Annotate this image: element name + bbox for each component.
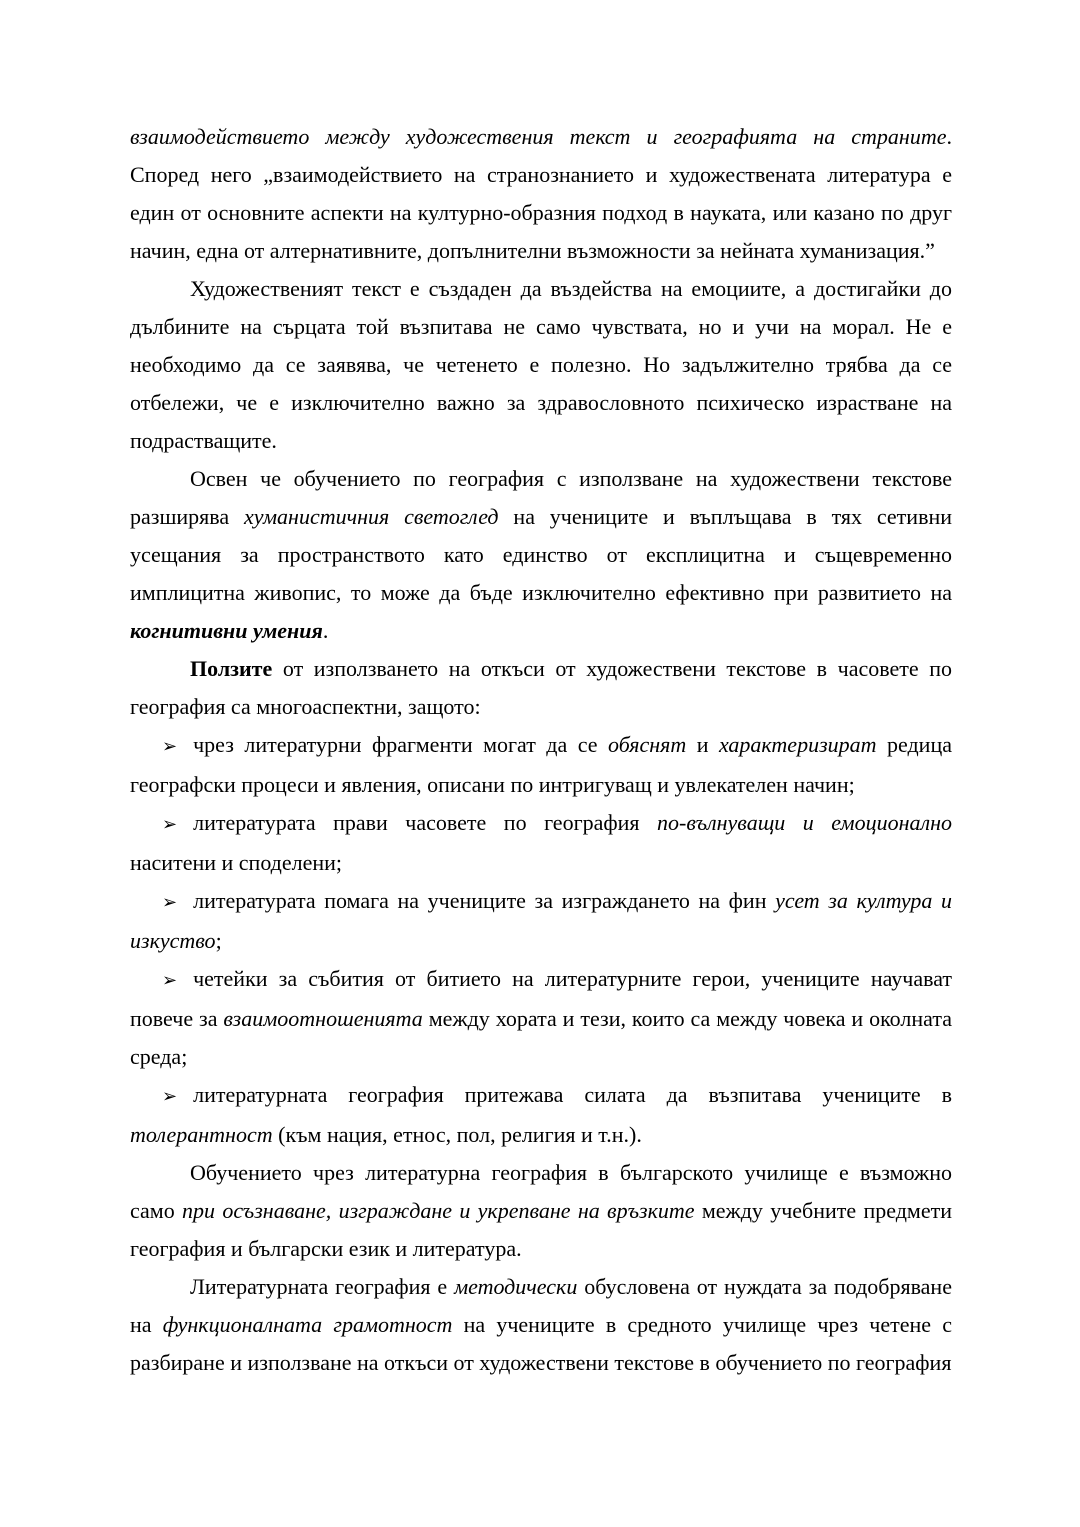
paragraph bbox=[130, 1268, 952, 1382]
text-run: функционалната грамотност bbox=[162, 1312, 453, 1337]
text-run: и bbox=[686, 732, 719, 757]
bullet-item bbox=[130, 882, 952, 960]
text-run: между хората и тези, които са между човека и околната среда; bbox=[130, 1006, 952, 1069]
text-run: усет за култура и изкуство bbox=[130, 888, 952, 953]
text-run: четейки за събития от битието на литературните герои, учениците научават повече за bbox=[130, 966, 952, 1031]
bullet-arrow-icon: ➢ bbox=[162, 736, 178, 757]
bullet-arrow-icon: ➢ bbox=[162, 892, 178, 913]
text-run: обусловена от нуждата за подобряване на bbox=[130, 1274, 952, 1337]
text-run: редица географски процеси и явления, описани по интригуващ и увлекателен начин; bbox=[130, 732, 952, 797]
bullet-item bbox=[130, 804, 952, 882]
text-run: литературата прави часовете по география bbox=[193, 810, 658, 835]
text-run: на учениците и въплъщава в тях сетивни усещания за пространството като единство от експлицитна и същевременно имплицитна живопис, то може да бъде изключително ефективно при развитието на bbox=[130, 504, 953, 605]
bullet-item bbox=[130, 1076, 952, 1154]
text-run: Литературната география е bbox=[190, 1274, 455, 1299]
paragraph bbox=[130, 650, 952, 726]
text-run: Обучението чрез литературна география в българското училище е възможно само bbox=[130, 1160, 952, 1223]
paragraph bbox=[130, 118, 952, 270]
text-run: характеризират bbox=[718, 732, 877, 757]
text-run: ; bbox=[215, 928, 222, 953]
text-run: между учебните предмети география и български език и литература. bbox=[130, 1198, 952, 1261]
bullet-arrow-icon: ➢ bbox=[162, 814, 178, 835]
text-run: . Според него „взаимодействието на странознанието и художествената литература е един от основните аспекти на културно-образния подход в науката, или казано по друг начин, една от алтернативните, допълнителни възможности за нейната хуманизация.” bbox=[130, 124, 952, 263]
text-run: по-вълнуващи и емоционално bbox=[657, 810, 952, 835]
bullet-item bbox=[130, 726, 952, 804]
text-run: обяснят bbox=[607, 732, 687, 757]
bullet-item bbox=[130, 960, 952, 1076]
bullet-arrow-icon: ➢ bbox=[162, 970, 178, 991]
text-run: методически bbox=[454, 1274, 578, 1299]
paragraph bbox=[130, 460, 952, 650]
paragraph bbox=[130, 1154, 952, 1268]
text-run: при осъзнаване, изграждане и укрепване на връзките bbox=[182, 1198, 695, 1223]
text-run: . bbox=[322, 618, 329, 643]
text-run: от използването на откъси от художествени текстове в часовете по география са многоаспектни, защото: bbox=[130, 656, 952, 719]
text-run: Ползите bbox=[190, 656, 273, 681]
text-run: литературната география притежава силата да възпитава учениците в bbox=[193, 1082, 952, 1107]
text-content bbox=[130, 118, 952, 1382]
bullet-arrow-icon: ➢ bbox=[162, 1086, 178, 1107]
paragraph bbox=[130, 270, 952, 460]
text-run: (към нация, етнос, пол, религия и т.н.). bbox=[272, 1122, 642, 1147]
text-run: толерантност bbox=[130, 1122, 273, 1147]
text-run: на учениците в средното училище чрез четене с разбиране и използване на откъси от художествени текстове в обучението по география bbox=[130, 1312, 952, 1375]
text-run: хуманистичния светоглед bbox=[244, 504, 499, 529]
text-run: Художественият текст е създаден да въздейства на емоциите, а достигайки до дълбините на сърцата той възпитава не само чувствата, но и учи на морал. Не е необходимо да се заявява, че четенето е полезно. Но задължително трябва да се отбележи, че е изключително важно за здравословното психическо израстване на подрастващите. bbox=[130, 276, 952, 453]
text-run: взаимодействието между художествения текст и географията на страните bbox=[130, 124, 947, 149]
text-run: взаимоотношенията bbox=[223, 1006, 423, 1031]
text-run: чрез литературни фрагменти могат да се bbox=[193, 732, 608, 757]
text-run: когнитивни умения bbox=[130, 618, 323, 643]
text-run: литературата помага на учениците за изграждането на фин bbox=[193, 888, 776, 913]
text-run: Освен че обучението по география с използване на художествени текстове разширява bbox=[130, 466, 952, 529]
text-run: наситени и споделени; bbox=[130, 850, 343, 875]
